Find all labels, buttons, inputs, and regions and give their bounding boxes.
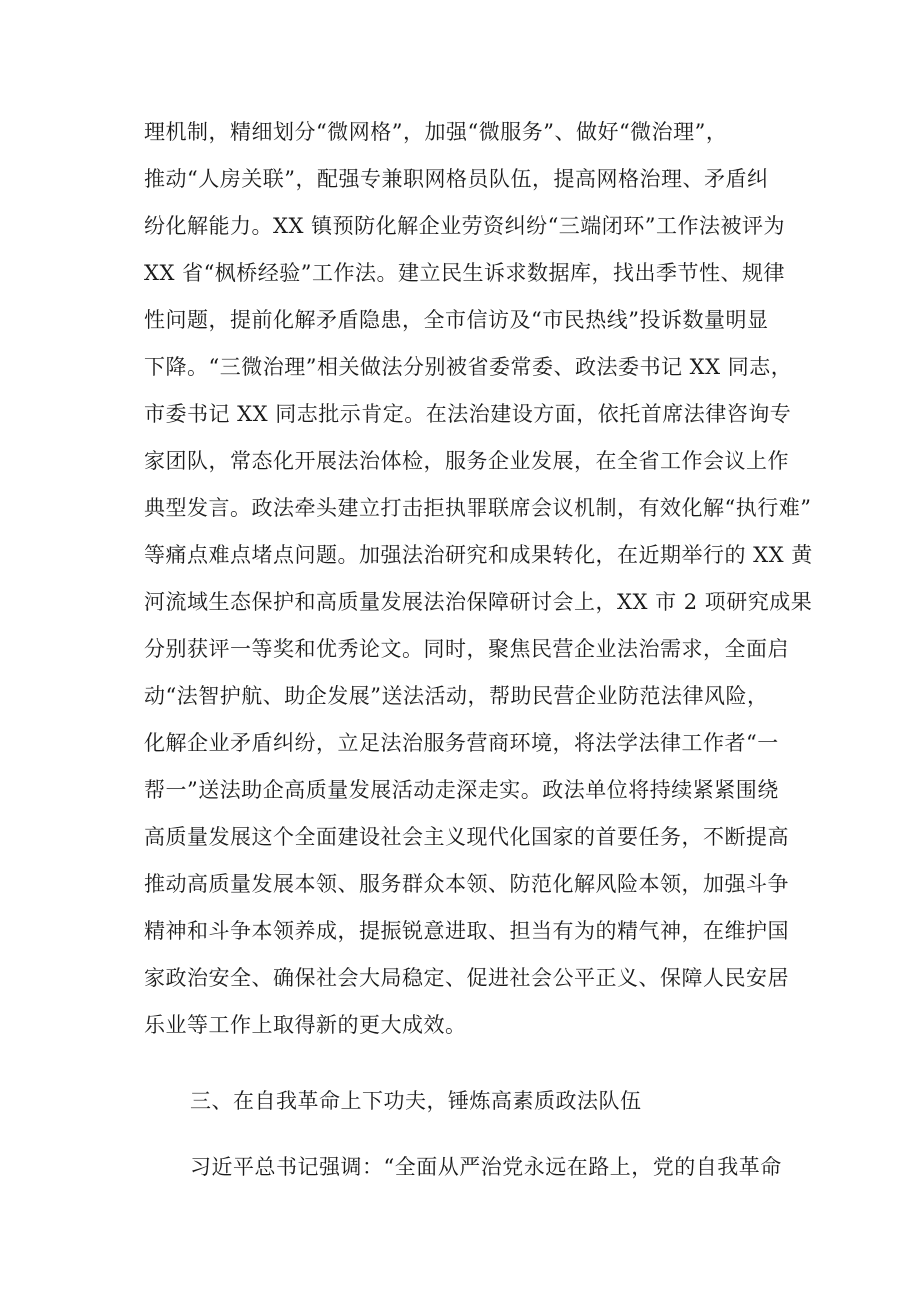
paragraph-line: 典型发言。政法牵头建立打击拒执罪联席会议机制，有效化解“执行难” bbox=[144, 496, 812, 520]
paragraph-line: 推动高质量发展本领、服务群众本领、防范化解风险本领，加强斗争 bbox=[144, 872, 789, 896]
paragraph-line: 推动“人房关联”，配强专兼职网格员队伍，提高网格治理、矛盾纠 bbox=[144, 167, 769, 191]
paragraph-line: 习近平总书记强调：“全面从严治党永远在路上，党的自我革命 bbox=[190, 1155, 782, 1179]
paragraph-line: 精神和斗争本领养成，提振锐意进取、担当有为的精气神，在维护国 bbox=[144, 919, 789, 943]
paragraph-line: 乐业等工作上取得新的更大成效。 bbox=[144, 1013, 467, 1037]
paragraph-line: 性问题，提前化解矛盾隐患，全市信访及“市民热线”投诉数量明显 bbox=[144, 308, 769, 332]
paragraph-line: 下降。“三微治理”相关做法分别被省委常委、政法委书记 XX 同志， bbox=[144, 355, 793, 379]
paragraph-line: 化解企业矛盾纠纷，立足法治服务营商环境，将法学法律工作者“一 bbox=[144, 731, 779, 755]
paragraph-line: 等痛点难点堵点问题。加强法治研究和成果转化，在近期举行的 XX 黄 bbox=[144, 543, 813, 567]
paragraph-line: XX 省“枫桥经验”工作法。建立民生诉求数据库，找出季节性、规律 bbox=[144, 261, 786, 285]
paragraph-line: 纷化解能力。XX 镇预防化解企业劳资纠纷“三端闭环”工作法被评为 bbox=[144, 214, 786, 238]
paragraph-line: 分别获评一等奖和优秀论文。同时，聚焦民营企业法治需求，全面启 bbox=[144, 637, 789, 661]
paragraph-line: 理机制，精细划分“微网格”，加强“微服务”、做好“微治理”， bbox=[144, 120, 728, 144]
paragraph-line: 河流域生态保护和高质量发展法治保障研讨会上，XX 市 2 项研究成果 bbox=[144, 590, 813, 614]
section-heading: 三、在自我革命上下功夫，锤炼高素质政法队伍 bbox=[190, 1089, 642, 1113]
paragraph-line: 家政治安全、确保社会大局稳定、促进社会公平正义、保障人民安居 bbox=[144, 966, 789, 990]
paragraph-line: 家团队，常态化开展法治体检，服务企业发展，在全省工作会议上作 bbox=[144, 449, 789, 473]
paragraph-line: 动“法智护航、助企发展”送法活动，帮助民营企业防范法律风险， bbox=[144, 684, 769, 708]
paragraph-line: 市委书记 XX 同志批示肯定。在法治建设方面，依托首席法律咨询专 bbox=[144, 402, 792, 426]
paragraph-line: 高质量发展这个全面建设社会主义现代化国家的首要任务，不断提高 bbox=[144, 825, 789, 849]
paragraph-line: 帮一”送法助企高质量发展活动走深走实。政法单位将持续紧紧围绕 bbox=[144, 778, 779, 802]
